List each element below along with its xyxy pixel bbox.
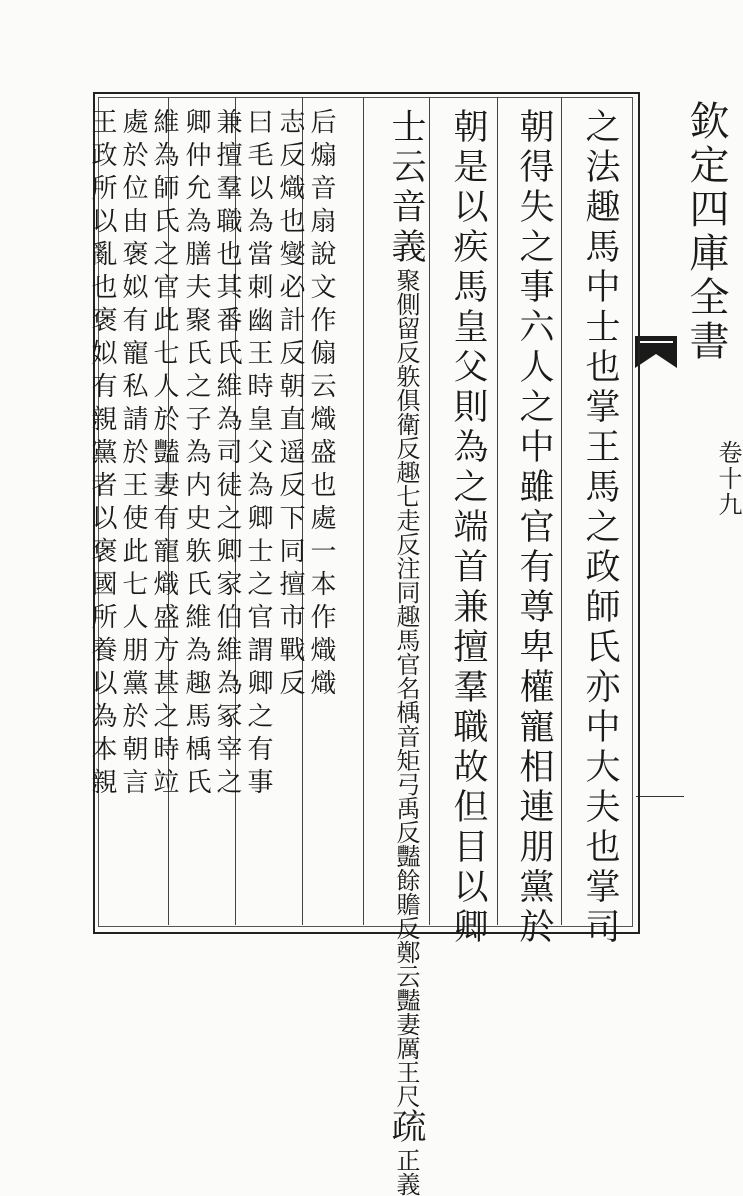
column-4-main: 士云音義 <box>386 108 426 268</box>
note-column-5: 卿仲允為膳夫聚氏之子為内史䠶氏維為趣馬楀氏 <box>181 108 211 801</box>
note-column-2: 志反熾也燮必計反朝直遥反下同擅市戰反 <box>275 108 305 702</box>
note-column-1: 后煽音扇說文作傓云熾盛也處一本作熾熾 <box>306 108 336 702</box>
column-rule <box>561 97 562 925</box>
commentary-marker-label: 正義 <box>392 1148 420 1196</box>
book-title: 欽定四庫全書 <box>683 100 729 364</box>
note-column-4: 兼擅羣職也其番氏維為司徒之卿家伯維為冢宰之 <box>212 108 242 801</box>
column-rule <box>497 97 498 925</box>
column-rule <box>429 97 430 925</box>
annotation-tail: 尺 <box>392 1084 420 1108</box>
note-column-8: 王政所以亂也褒姒有親黨者以褒國所養以為本親 <box>87 108 117 801</box>
note-column-7: 處於位由褒姒有寵私請於王使此七人朋黨於朝言 <box>118 108 148 801</box>
column-rule <box>363 97 364 925</box>
text-column-1: 之法趣馬中士也掌王馬之政師氏亦中大夫也掌司 <box>580 108 620 948</box>
commentary-marker: 疏 <box>386 1108 426 1148</box>
text-column-4 <box>374 108 428 1196</box>
text-column-3: 朝是以疾馬皇父則為之端首兼擅羣職故但目以卿 <box>448 108 488 948</box>
note-column-6: 維為師氏之官此七人於豔妻有寵熾盛方甚之時竝 <box>149 108 179 801</box>
annotation-note: 聚側留反䠶俱衛反趣七走反注同趣馬官名楀音矩弓禹反豔餘贍反鄭云豔妻厲王 <box>392 268 420 1084</box>
text-column-2: 朝得失之事六人之中雖官有尊卑權寵相連朋黨於 <box>514 108 554 948</box>
note-column-3: 曰毛以為當刺幽王時皇父為卿士之官謂卿之有事 <box>243 108 273 801</box>
volume-label: 卷十九 <box>714 440 742 518</box>
margin-divider <box>636 796 684 797</box>
